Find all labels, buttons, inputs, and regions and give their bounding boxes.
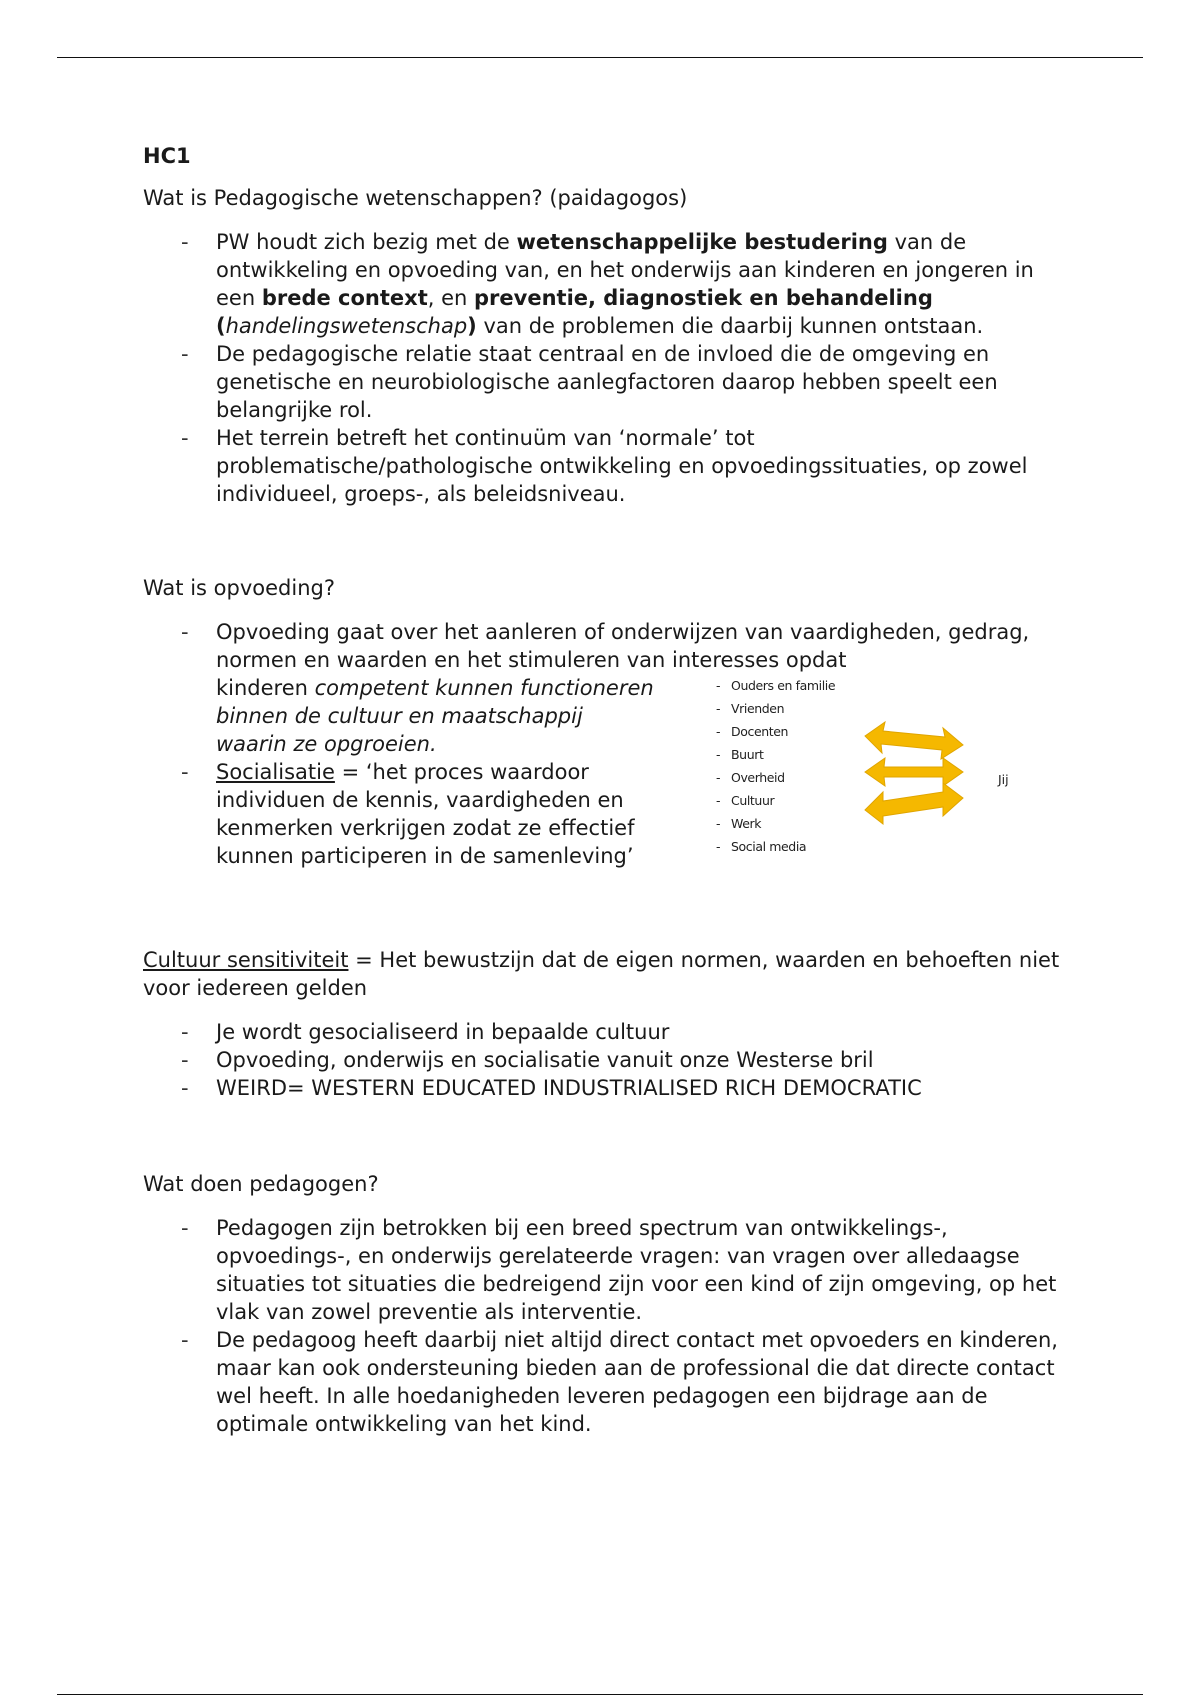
list-item: - De pedagogische relatie staat centraal en de invloed die de omgeving en genetische en neurobiologische aanlegfactoren daarop hebben speelt een belangrijke rol.: [143, 340, 1063, 424]
list-item: - Het terrein betreft het continuüm van ‘normale’ tot problematische/pathologische ontwikkeling en opvoedingssituaties, op zowel individueel, groeps-, als beleidsniveau.: [143, 424, 1063, 508]
italic-term: competent kunnen functioneren binnen de cultuur en maatschappij waarin ze opgroeien.: [216, 676, 654, 756]
figure-item: - Cultuur: [716, 789, 1046, 812]
figure-target-label: Jij: [998, 772, 1009, 787]
pw-bullet-list: [143, 228, 1063, 508]
bold-term: preventie, diagnostiek en behandeling: [474, 286, 933, 310]
list-item: - WEIRD= WESTERN EDUCATED INDUSTRIALISED RICH DEMOCRATIC: [143, 1074, 1063, 1102]
arrow-shape: [865, 722, 963, 759]
footer-rule: [57, 1694, 1143, 1695]
document-body: [143, 142, 1063, 1438]
culture-sensitivity-definition: Cultuur sensitiviteit = Het bewustzijn dat de eigen normen, waarden en behoeften niet voor iedereen gelden: [143, 948, 1060, 1000]
figure-item: - Overheid: [716, 766, 1046, 789]
list-item: - De pedagoog heeft daarbij niet altijd direct contact met opvoeders en kinderen, maar kan ook ondersteuning bieden aan de professional die dat directe contact wel heeft. In alle hoedanigheden leveren pedagogen een bijdrage aan de optimale ontwikkeling van het kind.: [143, 1326, 1063, 1438]
figure-item: - Buurt: [716, 743, 1046, 766]
list-item: - Opvoeding gaat over het aanleren of onderwijzen van vaardigheden, gedrag, normen en waarden en het stimuleren van interesses opdat kinderen competent kunnen functioneren binnen de cultuur en maatschappij waarin ze opgroeien. - Ouders en familie - Vrienden - Docenten - Buurt - Overheid - Cultuur - Werk - Social media Jij: [143, 618, 1063, 758]
list-item: - Socialisatie = ‘het proces waardoor individuen de kennis, vaardigheden en kenmerken verkrijgen zodat ze effectief kunnen participeren in de samenleving’: [143, 758, 1063, 870]
list-item: - Pedagogen zijn betrokken bij een breed spectrum van ontwikkelings-, opvoedings-, en onderwijs gerelateerde vragen: van vragen over alledaagse situaties tot situaties die bedreigend zijn voor een kind of zijn omgeving, op het vlak van zowel preventie als interventie.: [143, 1214, 1063, 1326]
header-rule: [57, 57, 1143, 58]
list-item: - Opvoeding, onderwijs en socialisatie vanuit onze Westerse bril: [143, 1046, 1063, 1074]
italic-term: handelingswetenschap: [225, 314, 468, 338]
opvoeding-two-column: kinderen competent kunnen functioneren binnen de cultuur en maatschappij waarin ze opgroeien. - Ouders en familie - Vrienden - Docenten - Buurt - Overheid - Cultuur - Werk - Social media Jij: [216, 674, 1063, 758]
underlined-term: Cultuur sensitiviteit: [143, 948, 349, 972]
bold-term: brede context: [261, 286, 428, 310]
pedagogen-bullet-list: [143, 1214, 1063, 1438]
figure-item: - Social media: [716, 835, 1046, 858]
figure-item: - Werk: [716, 812, 1046, 835]
figure-item: - Docenten: [716, 720, 1046, 743]
underlined-term: Socialisatie: [216, 760, 335, 784]
figure-item: - Vrienden: [716, 697, 1046, 720]
figure-item: - Ouders en familie: [716, 674, 1046, 697]
list-item: - PW houdt zich bezig met de wetenschappelijke bestudering van de ontwikkeling en opvoeding van, en het onderwijs aan kinderen en jongeren in een brede context, en preventie, diagnostiek en behandeling (handelingswetenschap) van de problemen die daarbij kunnen ontstaan.: [143, 228, 1063, 340]
culture-bullet-list: [143, 1018, 1063, 1102]
lecture-heading: HC1: [143, 144, 191, 168]
question-pedagogen: Wat doen pedagogen?: [143, 1172, 379, 1196]
question-opvoeding: Wat is opvoeding?: [143, 576, 335, 600]
opvoeding-bullet-list: [143, 618, 1063, 870]
question-pedagogische-wetenschappen: Wat is Pedagogische wetenschappen? (paidagogos): [143, 186, 688, 210]
list-item: - Je wordt gesocialiseerd in bepaalde cultuur: [143, 1018, 1063, 1046]
bold-term: wetenschappelijke bestudering: [516, 230, 888, 254]
